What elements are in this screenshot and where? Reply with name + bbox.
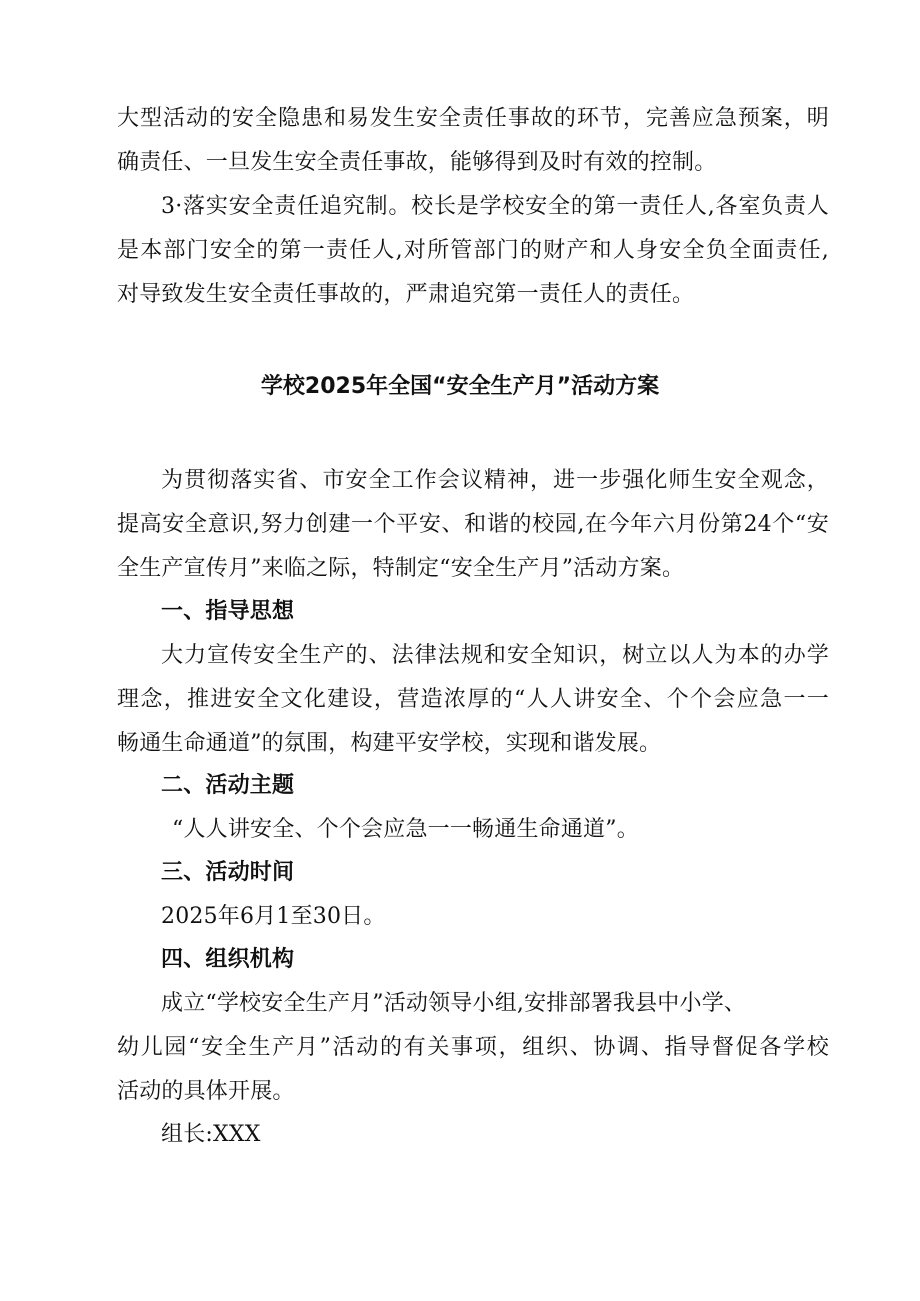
section-3-heading: 三、活动时间 [161, 860, 295, 885]
section-4-heading: 四、组织机构 [161, 947, 295, 972]
document-title: 学校2025年全国“安全生产月”活动方案 [260, 374, 660, 399]
section-1-line-2: 理念，推进安全文化建设，营造浓厚的“人人讲安全、个个会应急一一 [117, 687, 829, 712]
prev-paragraph-2-line-3: 对导致发生安全责任事故的，严肃追究第一责任人的责任。 [117, 282, 695, 307]
section-4-line-2: 幼儿园“安全生产月”活动的有关事项，组织、协调、指导督促各学校 [117, 1035, 829, 1060]
prev-paragraph-2-line-2: 是本部门安全的第一责任人,对所管部门的财产和人身安全负全面责任, [117, 238, 829, 263]
section-1-heading: 一、指导思想 [161, 599, 295, 624]
intro-line-3: 全生产宣传月”来临之际，特制定“安全生产月”活动方案。 [117, 556, 685, 581]
intro-line-2: 提高安全意识,努力创建一个平安、和谐的校园,在今年六月份第24个“安 [117, 512, 829, 537]
section-4-line-1: 成立“学校安全生产月”活动领导小组,安排部署我县中小学、 [161, 991, 747, 1016]
prev-paragraph-1-line-1: 大型活动的安全隐患和易发生安全责任事故的环节，完善应急预案，明 [117, 106, 829, 131]
section-3-date: 2025年6月1至30日。 [161, 904, 386, 929]
prev-paragraph-2-line-1: 3·落实安全责任追究制。校长是学校安全的第一责任人,各室负责人 [161, 194, 829, 219]
section-1-line-3: 畅通生命通道”的氛围，构建平安学校，实现和谐发展。 [117, 731, 662, 756]
section-2-heading: 二、活动主题 [161, 773, 295, 798]
section-1-line-1: 大力宣传安全生产的、法律法规和安全知识，树立以人为本的办学 [161, 643, 829, 668]
intro-line-1: 为贯彻落实省、市安全工作会议精神，进一步强化师生安全观念， [161, 468, 829, 493]
section-2-theme: “人人讲安全、个个会应急一一畅通生命通道”。 [172, 817, 639, 842]
section-4-line-3: 活动的具体开展。 [117, 1079, 295, 1104]
section-4-leader: 组长:XXX [161, 1122, 261, 1147]
prev-paragraph-1-line-2: 确责任、一旦发生安全责任事故，能够得到及时有效的控制。 [117, 150, 717, 175]
